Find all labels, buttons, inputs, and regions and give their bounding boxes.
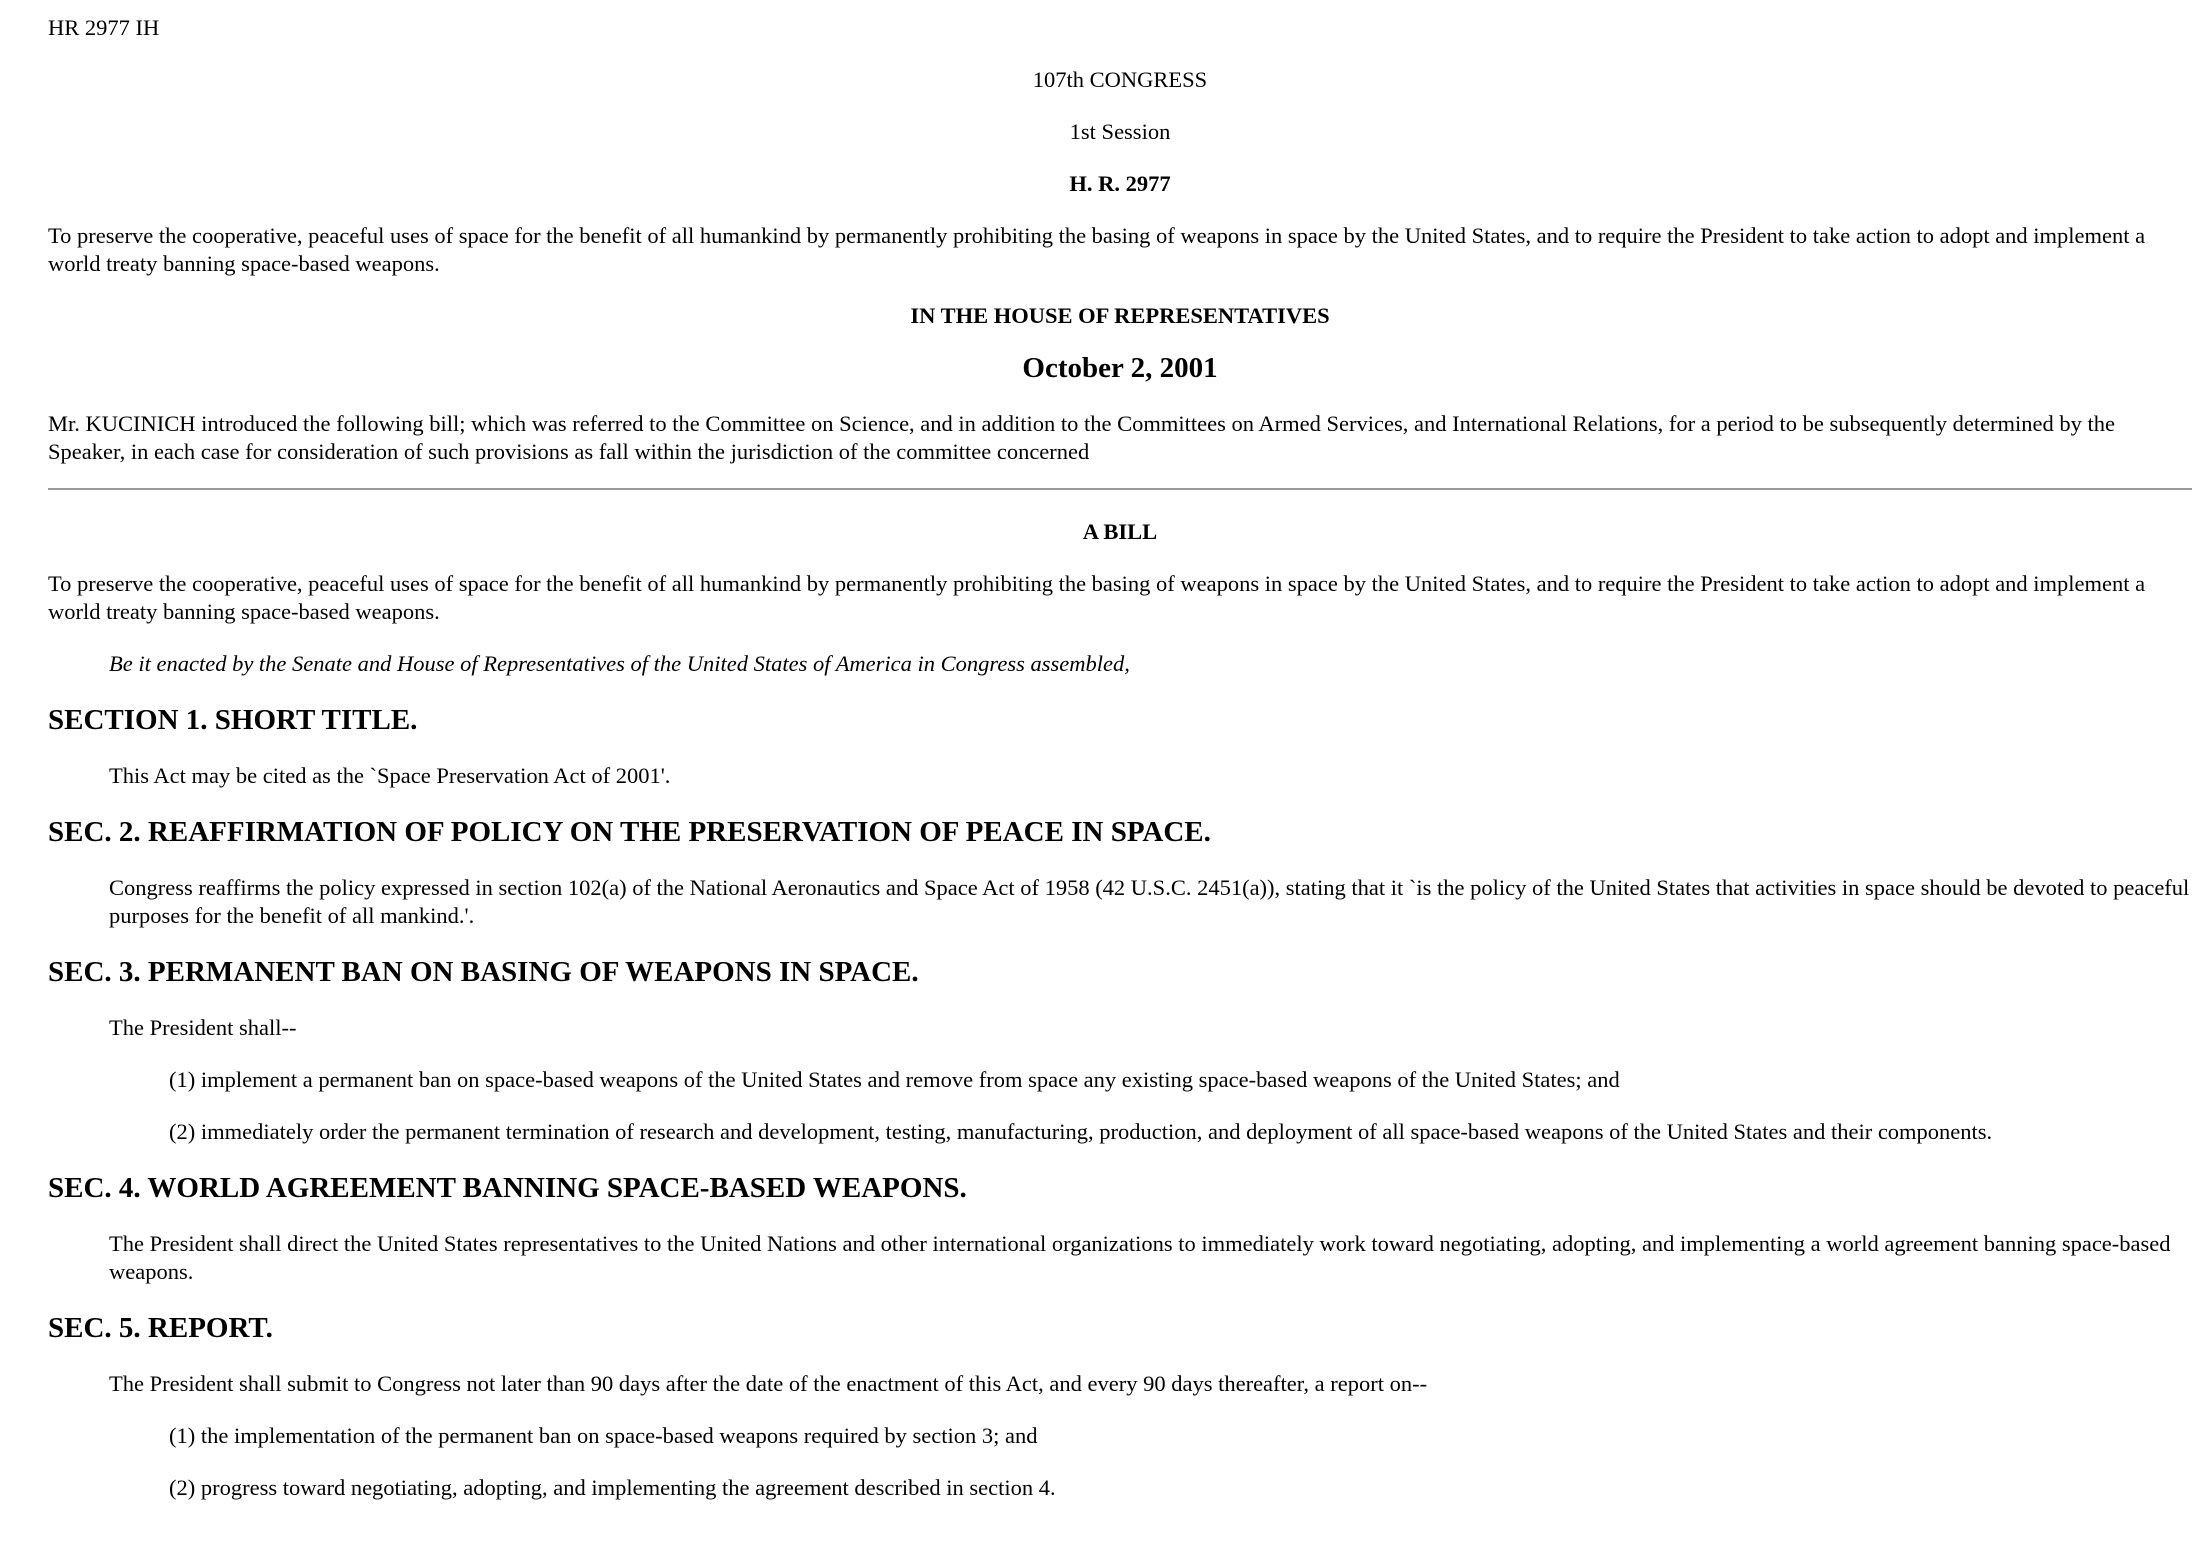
section-3-heading: SEC. 3. PERMANENT BAN ON BASING OF WEAPONS IN SPACE.: [48, 956, 919, 988]
section-3-paragraph-1: (1) implement a permanent ban on space-based weapons of the United States and remove from space any existing space-based weapons of the United States; and: [169, 1067, 1620, 1092]
session-label: 1st Session: [1069, 119, 1171, 144]
section-1-heading: SECTION 1. SHORT TITLE.: [48, 704, 418, 736]
enacting-clause: Be it enacted by the Senate and House of Representatives of the United States of America in Congress assembled,: [109, 651, 1130, 676]
document-id: HR 2977 IH: [48, 15, 160, 40]
section-5-heading: SEC. 5. REPORT.: [48, 1312, 273, 1344]
section-5-paragraph-1: (1) the implementation of the permanent ban on space-based weapons required by section 3; and: [169, 1423, 1038, 1448]
bill-title-repeat: To preserve the cooperative, peaceful uses of space for the benefit of all humankind by permanently prohibiting the basing of weapons in space by the United States, and to require the President to take action to adopt and implement a world treaty banning space-based weapons.: [48, 571, 2146, 624]
bill-number: H. R. 2977: [1069, 171, 1171, 196]
section-2-heading: SEC. 2. REAFFIRMATION OF POLICY ON THE PRESERVATION OF PEACE IN SPACE.: [48, 816, 1211, 848]
section-5-text: The President shall submit to Congress not later than 90 days after the date of the enactment of this Act, and every 90 days thereafter, a report on--: [109, 1371, 1428, 1396]
introduction-statement: Mr. KUCINICH introduced the following bill; which was referred to the Committee on Science, and in addition to the Committees on Armed Services, and International Relations, for a period to be subsequently determined by the Speaker, in each case for consideration of such provisions as fall within the jurisdiction of the committee concerned: [48, 411, 2116, 464]
divider: [48, 488, 2192, 490]
house-heading: IN THE HOUSE OF REPRESENTATIVES: [910, 303, 1330, 328]
section-1-text: This Act may be cited as the `Space Preservation Act of 2001'.: [109, 763, 671, 788]
bill-purpose: To preserve the cooperative, peaceful uses of space for the benefit of all humankind by permanently prohibiting the basing of weapons in space by the United States, and to require the President to take action to adopt and implement a world treaty banning space-based weapons.: [48, 223, 2146, 276]
section-2-text: Congress reaffirms the policy expressed in section 102(a) of the National Aeronautics and Space Act of 1958 (42 U.S.C. 2451(a)), stating that it `is the policy of the United States that activities in space should be devoted to peaceful purposes for the benefit of all mankind.'.: [109, 875, 2190, 928]
a-bill-heading: A BILL: [1082, 519, 1158, 544]
section-3-text: The President shall--: [109, 1015, 297, 1040]
introduction-date: October 2, 2001: [1022, 352, 1218, 384]
section-4-heading: SEC. 4. WORLD AGREEMENT BANNING SPACE-BASED WEAPONS.: [48, 1172, 967, 1204]
congress-label: 107th CONGRESS: [1032, 67, 1208, 92]
section-4-text: The President shall direct the United States representatives to the United Nations and other international organizations to immediately work toward negotiating, adopting, and implementing a world agreement banning space-based weapons.: [109, 1231, 2171, 1284]
section-5-paragraph-2: (2) progress toward negotiating, adopting, and implementing the agreement described in section 4.: [169, 1475, 1056, 1500]
section-3-paragraph-2: (2) immediately order the permanent termination of research and development, testing, manufacturing, production, and deployment of all space-based weapons of the United States and their components.: [169, 1119, 1993, 1144]
